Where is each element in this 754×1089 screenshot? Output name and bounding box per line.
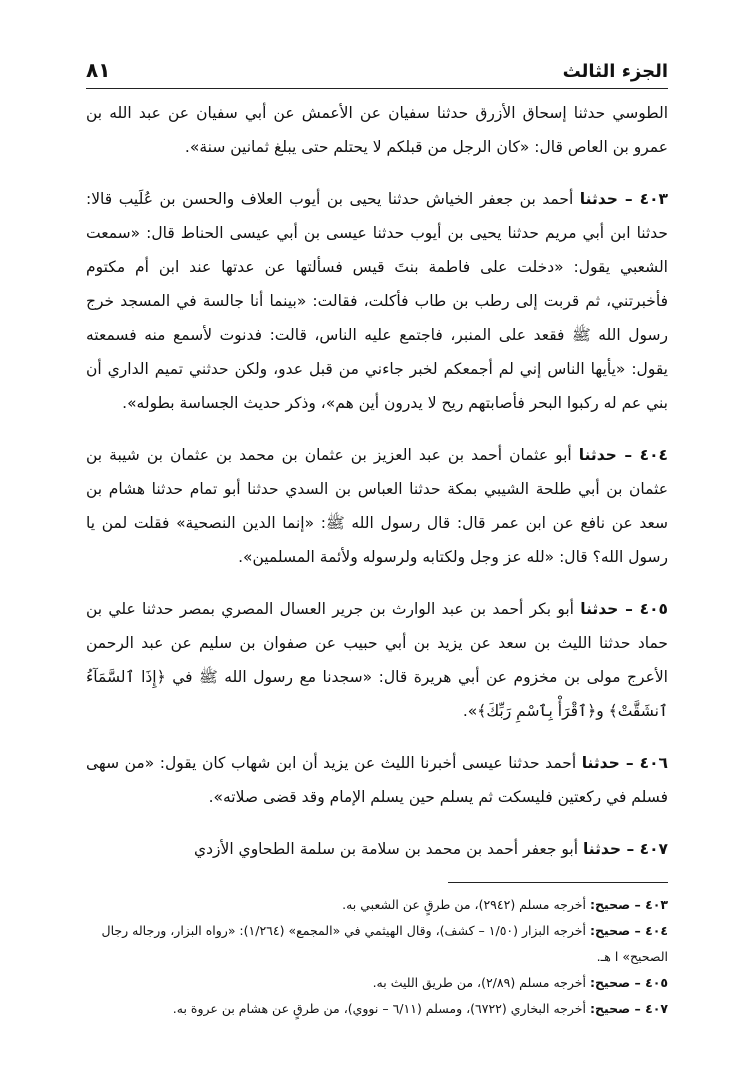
footnote-text: أخرجه مسلم (٢٩٤٢)، من طرقٍ عن الشعبي به. xyxy=(342,897,590,912)
hadith-lead: ٤٠٥ – حدثنا xyxy=(580,600,668,618)
page-number: ٨١ xyxy=(86,58,111,82)
footnote-text: أخرجه البزار (١/٥٠ – كشف)، وقال الهيثمي في «المجمع» (١/٢٦٤): «رواه البزار، ورجاله رجال الصحيح» ا هـ. xyxy=(101,923,668,964)
hadith-text: أحمد حدثنا عيسى أخبرنا الليث عن يزيد أن ابن شهاب كان يقول: «من سهى فسلم في ركعتين فليسكت ثم يسلم حين يسلم الإمام وقد قضى صلاته». xyxy=(86,754,668,806)
hadith-406 xyxy=(86,746,668,814)
hadith-text: أبو جعفر أحمد بن محمد بن سلامة بن سلمة الطحاوي الأزدي xyxy=(193,840,583,858)
page-header xyxy=(86,42,668,82)
hadith-405 xyxy=(86,592,668,728)
footnote-lead: ٤٠٧ – صحيح: xyxy=(589,1001,668,1016)
footnotes xyxy=(86,892,668,1022)
hadith-lead: ٤٠٧ – حدثنا xyxy=(582,840,668,858)
hadith-lead: ٤٠٦ – حدثنا xyxy=(581,754,668,772)
main-text xyxy=(86,96,668,884)
hadith-lead: ٤٠٤ – حدثنا xyxy=(578,446,668,464)
footnote-407 xyxy=(86,996,668,1022)
hadith-403 xyxy=(86,182,668,420)
footnote-lead: ٤٠٣ – صحيح: xyxy=(589,897,668,912)
hadith-407 xyxy=(86,832,668,866)
header-rule xyxy=(86,88,668,89)
hadith-404 xyxy=(86,438,668,574)
paragraph-continuation xyxy=(86,96,668,164)
hadith-text: أبو بكر أحمد بن عبد الوارث بن جرير العسال المصري بمصر حدثنا علي بن حماد حدثنا الليث بن سعد عن يزيد بن أبي حبيب عن صفوان بن سليم عن عبد الرحمن الأعرج مولى بن مخزوم عن أبي هريرة قال: «سجدنا مع رسول الله ﷺ في ﴿إِذَا ٱلسَّمَآءُ ٱنشَقَّتْ﴾ و﴿ٱقْرَأْ بِٱسْمِ رَبِّكَ﴾». xyxy=(86,600,668,720)
footnote-405 xyxy=(86,970,668,996)
hadith-text: الطوسي حدثنا إسحاق الأزرق حدثنا سفيان عن الأعمش عن أبي سفيان عن عبد الله بن عمرو بن العاص قال: «كان الرجل من قبلكم لا يحتلم حتى يبلغ ثمانين سنة». xyxy=(86,104,668,156)
footnote-403 xyxy=(86,892,668,918)
footnote-text: أخرجه مسلم (٢/٨٩)، من طريق الليث به. xyxy=(372,975,590,990)
footnote-lead: ٤٠٤ – صحيح: xyxy=(589,923,668,938)
running-title: الجزء الثالث xyxy=(562,61,668,82)
footnote-404 xyxy=(86,918,668,970)
footnote-text: أخرجه البخاري (٦٧٢٢)، ومسلم (٦/١١ – نووي)، من طرقٍ عن هشام بن عروة به. xyxy=(172,1001,590,1016)
footnote-rule xyxy=(448,882,668,883)
hadith-lead: ٤٠٣ – حدثنا xyxy=(579,190,668,208)
hadith-text: أبو عثمان أحمد بن عبد العزيز بن عثمان بن محمد بن عثمان بن شيبة بن عثمان بن أبي طلحة الشيبي بمكة حدثنا العباس بن السدي حدثنا أبو تمام حدثنا هشام بن سعد عن نافع عن ابن عمر قال: قال رسول الله ﷺ: «إنما الدين النصحية» فقلت لمن يا رسول الله؟ قال: «لله عز وجل ولكتابه ولرسوله ولأئمة المسلمين». xyxy=(86,446,668,566)
hadith-text: أحمد بن جعفر الخياش حدثنا يحيى بن أيوب العلاف والحسن بن عُلَيب قالا: حدثنا ابن أبي مريم حدثنا يحيى بن أيوب حدثنا عيسى بن أبي عيسى الحناط قال: «سمعت الشعبي يقول: «دخلت على فاطمة بنتَ قيس فسألتها عن عدتها عند ابن أم مكتوم فأخبرتني، ثم قربت إلى رطب بن طاب فأكلت، فقالت: «بينما أنا جالسة في المسجد خرج رسول الله ﷺ فقعد على المنبر، فاجتمع عليه الناس، قالت: فدنوت لأسمع منه فسمعته يقول: «يأيها الناس إني لم أجمعكم لخبر جاءني من قبل عدو، ولكن حدثني تميم الداري أن بني عم له ركبوا البحر فأصابتهم ريح لا يدرون أين هم»، وذكر حديث الجساسة بطوله». xyxy=(86,190,668,412)
footnote-lead: ٤٠٥ – صحيح: xyxy=(589,975,668,990)
